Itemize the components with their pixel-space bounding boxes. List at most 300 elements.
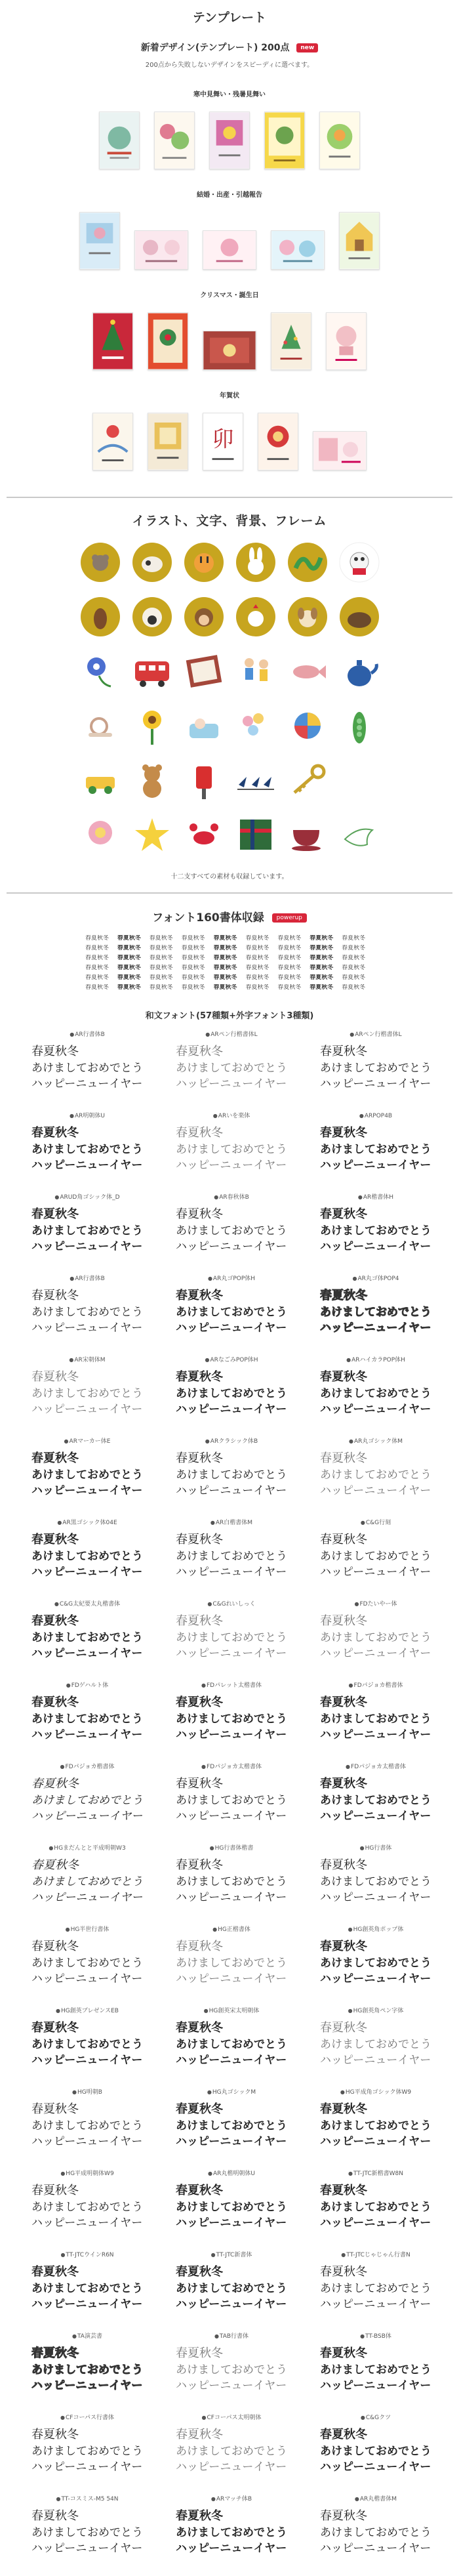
- section-divider: [7, 892, 452, 894]
- font-sample: 春夏秋冬: [277, 984, 302, 991]
- font-item: [20, 2006, 155, 2088]
- font-name: ● ARPOP4B: [320, 1111, 431, 1121]
- font-sample: 春夏秋冬: [245, 965, 269, 971]
- font-name: ● HG明朝B: [31, 2088, 143, 2097]
- font-name: ● HG行書体楷書: [176, 1844, 287, 1853]
- category-label-summer: 寒中見舞い・残暑見舞い: [193, 91, 266, 98]
- font-sample-line: あけましておめでとう: [320, 2201, 431, 2214]
- font-sample-line: あけましておめでとう: [176, 1631, 287, 1644]
- font-name: ● HG正楷書体: [176, 1925, 287, 1934]
- font-name: ● ARマーカー体E: [31, 1437, 143, 1446]
- font-sample-line: ハッピーニューイヤー: [320, 2461, 431, 2474]
- snail-icon: [79, 704, 121, 747]
- font-sample: 春夏秋冬: [85, 984, 110, 991]
- font-sample-line: あけましておめでとう: [31, 2038, 143, 2051]
- font-name: ● AR丸ゴ体POP4: [320, 1274, 431, 1283]
- font-sample-line: 春夏秋冬: [176, 2428, 223, 2441]
- template-card[interactable]: [148, 413, 188, 470]
- font-sample-line: 春夏秋冬: [31, 2184, 79, 2197]
- template-card[interactable]: [264, 112, 305, 169]
- font-sample-line: ハッピーニューイヤー: [31, 2135, 143, 2148]
- font-sample-line: 春夏秋冬: [31, 1045, 79, 1058]
- zodiac-rat-icon: [79, 541, 121, 584]
- font-sample-line: 春夏秋冬: [320, 1614, 367, 1628]
- font-name: ● ARクラシック体B: [176, 1437, 287, 1446]
- font-sample-line: ハッピーニューイヤー: [320, 2379, 431, 2392]
- font-item: [20, 1274, 155, 1356]
- font-sample: 春夏秋冬: [277, 955, 302, 961]
- mailbox-icon: [183, 758, 225, 802]
- font-sample-line: あけましておめでとう: [176, 2201, 287, 2214]
- font-sample: 春夏秋冬: [309, 965, 334, 971]
- zodiac-sheep-icon: [131, 595, 173, 638]
- font-sample-line: ハッピーニューイヤー: [176, 2298, 287, 2311]
- font-name: ● FDゲハルト体: [31, 1681, 143, 1690]
- font-item: [20, 2413, 155, 2495]
- font-sample-line: あけましておめでとう: [31, 1306, 143, 1319]
- font-sample: 春夏秋冬: [117, 935, 141, 942]
- font-sample-line: ハッピーニューイヤー: [320, 1484, 431, 1497]
- font-name: ● TT-コスミス-M5 54N: [31, 2495, 143, 2504]
- font-sample-line: ハッピーニューイヤー: [176, 1566, 287, 1579]
- font-sample-line: ハッピーニューイヤー: [31, 1484, 143, 1497]
- font-item: [308, 2413, 443, 2495]
- font-item: [308, 1193, 443, 1274]
- flower-bouquet-icon: [79, 813, 121, 856]
- font-item: [164, 2169, 299, 2251]
- font-item: [164, 1518, 299, 1600]
- font-list-title: 和文フォント(57種類+外字フォント3種類): [145, 1011, 314, 1021]
- font-name: ● HG丸ゴシックM: [176, 2088, 287, 2097]
- font-sample-line: あけましておめでとう: [176, 1875, 287, 1888]
- font-name: ● C&G太紀要太丸楷書体: [31, 1600, 143, 1609]
- font-sample: 春夏秋冬: [85, 974, 110, 981]
- font-sample: 春夏秋冬: [149, 945, 173, 951]
- font-sample: 春夏秋冬: [277, 965, 302, 971]
- font-name: ● TAB行書体: [176, 2332, 287, 2341]
- category-label-christmas: クリスマス・誕生日: [200, 292, 259, 299]
- font-sample-line: あけましておめでとう: [31, 1550, 143, 1563]
- zodiac-dragon-icon: [287, 541, 329, 584]
- font-sample-line: 春夏秋冬: [31, 1858, 79, 1872]
- font-sample-line: あけましておめでとう: [31, 1794, 143, 1807]
- font-item: [20, 1762, 155, 1844]
- font-sample-line: あけましておめでとう: [320, 2119, 431, 2132]
- font-sample: 春夏秋冬: [181, 935, 205, 942]
- font-sample-line: あけましておめでとう: [31, 2445, 143, 2458]
- font-item: [20, 2088, 155, 2169]
- font-sample-line: あけましておめでとう: [31, 2282, 143, 2295]
- font-item: [308, 2006, 443, 2088]
- templates-subtitle: 200点から失敗しないデザインをスピーディに選べます。: [145, 62, 314, 69]
- illustrations-section: [0, 511, 459, 881]
- font-sample: 春夏秋冬: [342, 935, 366, 942]
- font-item: [308, 1518, 443, 1600]
- font-name: ● HG創英角ポップ体: [320, 1925, 431, 1934]
- font-name: ● FDパジョカ太楷書体: [176, 1762, 287, 1772]
- font-sample-line: 春夏秋冬: [320, 2102, 367, 2116]
- font-item: [308, 1030, 443, 1111]
- font-name: ● FDパジョカ楷書体: [31, 1762, 143, 1772]
- font-item: [164, 2413, 299, 2495]
- font-sample-line: ハッピーニューイヤー: [31, 2054, 143, 2067]
- font-sample-line: ハッピーニューイヤー: [320, 1159, 431, 1172]
- font-sample-line: あけましておめでとう: [320, 2445, 431, 2458]
- fish-icon: [287, 650, 329, 693]
- font-name: ● TA演芸書: [31, 2332, 143, 2341]
- swallows-icon: [235, 758, 277, 802]
- font-name: ● TT-JTCウインR6N: [31, 2251, 143, 2260]
- font-sample-line: ハッピーニューイヤー: [320, 2216, 431, 2230]
- font-sample-line: あけましておめでとう: [176, 2445, 287, 2458]
- zodiac-horse-icon: [79, 595, 121, 638]
- font-sample: 春夏秋冬: [213, 935, 237, 942]
- font-sample: 春夏秋冬: [309, 945, 334, 951]
- font-sample: 春夏秋冬: [213, 974, 237, 981]
- font-sample-line: 春夏秋冬: [31, 2509, 79, 2523]
- font-sample-line: 春夏秋冬: [320, 2346, 367, 2360]
- font-sample-line: あけましておめでとう: [31, 1143, 143, 1156]
- powerup-badge: powerup: [272, 913, 307, 923]
- font-item: [20, 2251, 155, 2332]
- font-sample-line: ハッピーニューイヤー: [176, 1077, 287, 1091]
- font-name: ● TT-JTC新楷書W8N: [320, 2169, 431, 2178]
- font-sample-line: あけましておめでとう: [320, 1468, 431, 1482]
- template-card[interactable]: [319, 112, 360, 169]
- font-item: [164, 2251, 299, 2332]
- font-sample: 春夏秋冬: [149, 965, 173, 971]
- font-sample-line: 春夏秋冬: [320, 2509, 367, 2523]
- font-sample-line: 春夏秋冬: [176, 1370, 223, 1384]
- template-card[interactable]: [209, 112, 250, 169]
- font-sample: 春夏秋冬: [342, 945, 366, 951]
- font-sample-line: 春夏秋冬: [31, 1695, 79, 1709]
- font-sample-line: ハッピーニューイヤー: [176, 2216, 287, 2230]
- font-item: [164, 1356, 299, 1437]
- font-sample-line: ハッピーニューイヤー: [176, 1159, 287, 1172]
- font-name: ● AR白楷書体M: [176, 1518, 287, 1527]
- teapot-icon: [338, 650, 380, 693]
- font-sample-line: あけましておめでとう: [31, 1224, 143, 1237]
- font-sample: 春夏秋冬: [213, 965, 237, 971]
- font-sample-line: ハッピーニューイヤー: [31, 1810, 143, 1823]
- font-sample: 春夏秋冬: [85, 935, 110, 942]
- template-card[interactable]: [326, 312, 367, 370]
- font-item: [308, 1844, 443, 1925]
- font-sample-line: ハッピーニューイヤー: [176, 1484, 287, 1497]
- font-sample-line: あけましておめでとう: [176, 1957, 287, 1970]
- font-item: [164, 2332, 299, 2413]
- font-sample: 春夏秋冬: [245, 935, 269, 942]
- font-sample-line: ハッピーニューイヤー: [320, 1728, 431, 1741]
- font-sample: 春夏秋冬: [181, 945, 205, 951]
- font-item: [164, 1762, 299, 1844]
- font-sample-line: あけましておめでとう: [31, 1631, 143, 1644]
- font-sample-line: 春夏秋冬: [176, 1614, 223, 1628]
- font-name: ● AR明朝体U: [31, 1111, 143, 1121]
- font-name: ● C&G行刻: [320, 1518, 431, 1527]
- template-card[interactable]: [99, 112, 140, 169]
- font-sample-line: あけましておめでとう: [31, 1387, 143, 1400]
- font-sample-line: ハッピーニューイヤー: [31, 2461, 143, 2474]
- font-sample-line: あけましておめでとう: [31, 2201, 143, 2214]
- font-sample-line: ハッピーニューイヤー: [176, 2461, 287, 2474]
- font-item: [164, 2006, 299, 2088]
- font-sample-line: ハッピーニューイヤー: [31, 2298, 143, 2311]
- font-sample-line: ハッピーニューイヤー: [176, 2135, 287, 2148]
- font-sample-line: ハッピーニューイヤー: [176, 1728, 287, 1741]
- font-sample-line: あけましておめでとう: [176, 1062, 287, 1075]
- font-sample-line: ハッピーニューイヤー: [31, 2542, 143, 2555]
- font-name: ● AR丸ゴPOP体H: [176, 1274, 287, 1283]
- font-sample-line: ハッピーニューイヤー: [31, 2379, 143, 2392]
- font-sample-line: 春夏秋冬: [31, 2102, 79, 2116]
- font-sample: 春夏秋冬: [213, 984, 237, 991]
- font-sample-line: 春夏秋冬: [176, 1451, 223, 1465]
- template-card[interactable]: [134, 230, 188, 270]
- template-card[interactable]: [313, 431, 367, 470]
- font-sample-line: 春夏秋冬: [31, 1533, 79, 1547]
- font-name: ● ARペン行楷書体L: [320, 1030, 431, 1039]
- font-sample: 春夏秋冬: [309, 974, 334, 981]
- font-item: [164, 1844, 299, 1925]
- font-sample-line: ハッピーニューイヤー: [176, 1891, 287, 1904]
- font-sample: 春夏秋冬: [181, 984, 205, 991]
- font-sample-line: 春夏秋冬: [176, 2184, 223, 2197]
- font-sample-line: 春夏秋冬: [320, 1207, 367, 1221]
- font-item: [20, 2169, 155, 2251]
- font-sample-line: あけましておめでとう: [176, 2038, 287, 2051]
- zodiac-rooster-icon: [235, 595, 277, 638]
- font-sample: 春夏秋冬: [309, 984, 334, 991]
- font-sample: 春夏秋冬: [309, 935, 334, 942]
- font-item: [164, 1111, 299, 1193]
- font-name: ● TT-BSB体: [320, 2332, 431, 2341]
- font-sample-line: 春夏秋冬: [176, 1289, 223, 1302]
- font-sample-line: ハッピーニューイヤー: [320, 1972, 431, 1985]
- font-sample-line: 春夏秋冬: [320, 1858, 367, 1872]
- illustrations-title: イラスト、文字、背景、フレーム: [132, 514, 327, 528]
- font-sample: 春夏秋冬: [149, 974, 173, 981]
- font-name: ● FDパレット太楷書体: [176, 1681, 287, 1690]
- font-sample: 春夏秋冬: [342, 984, 366, 991]
- font-sample-line: ハッピーニューイヤー: [31, 1240, 143, 1253]
- font-sample-line: 春夏秋冬: [320, 1940, 367, 1953]
- font-sample-line: ハッピーニューイヤー: [176, 1810, 287, 1823]
- font-sample-line: 春夏秋冬: [320, 1045, 367, 1058]
- font-name: ● HG平成角ゴシック体W9: [320, 2088, 431, 2097]
- font-sample-line: あけましておめでとう: [320, 1957, 431, 1970]
- template-card[interactable]: [339, 212, 380, 270]
- font-sample: 春夏秋冬: [117, 955, 141, 961]
- category-label-newyear: 年賀状: [220, 392, 239, 400]
- font-sample: 春夏秋冬: [213, 955, 237, 961]
- template-card[interactable]: [203, 331, 256, 370]
- template-card[interactable]: [92, 312, 133, 370]
- font-sample-line: 春夏秋冬: [176, 1858, 223, 1872]
- font-sample-line: ハッピーニューイヤー: [31, 1891, 143, 1904]
- zodiac-monkey-icon: [183, 595, 225, 638]
- font-sample-line: ハッピーニューイヤー: [176, 1240, 287, 1253]
- svg-text:卯: 卯: [212, 426, 234, 452]
- font-sample-line: あけましておめでとう: [320, 1224, 431, 1237]
- font-sample: 春夏秋冬: [181, 955, 205, 961]
- font-sample: 春夏秋冬: [245, 984, 269, 991]
- font-sample-line: あけましておめでとう: [176, 1387, 287, 1400]
- template-card[interactable]: [271, 230, 325, 270]
- font-item: [164, 2088, 299, 2169]
- font-item: [20, 1844, 155, 1925]
- font-sample-line: 春夏秋冬: [320, 2265, 367, 2279]
- font-name: ● HG創英角ペン字体: [320, 2006, 431, 2016]
- font-sample-line: ハッピーニューイヤー: [176, 1403, 287, 1416]
- font-item: [164, 1925, 299, 2006]
- font-sample-line: ハッピーニューイヤー: [320, 2135, 431, 2148]
- font-name: ● C&Gれいしっく: [176, 1600, 287, 1609]
- font-sample-line: あけましておめでとう: [320, 1306, 431, 1319]
- zodiac-dog-icon: [287, 595, 329, 638]
- font-sample-line: 春夏秋冬: [176, 2509, 223, 2523]
- font-sample-line: 春夏秋冬: [31, 1289, 79, 1302]
- font-sample-line: 春夏秋冬: [320, 2184, 367, 2197]
- font-item: [308, 2495, 443, 2576]
- font-name: ● AR春秋体B: [176, 1193, 287, 1202]
- font-sample-line: ハッピーニューイヤー: [320, 2298, 431, 2311]
- category-label-wedding: 結婚・出産・引越報告: [197, 192, 262, 199]
- star-icon: [131, 813, 173, 856]
- font-sample: 春夏秋冬: [245, 974, 269, 981]
- font-sample-line: 春夏秋冬: [320, 1695, 367, 1709]
- font-sample: 春夏秋冬: [245, 955, 269, 961]
- font-item: [308, 1762, 443, 1844]
- font-sample: 春夏秋冬: [149, 955, 173, 961]
- font-sample-line: 春夏秋冬: [176, 1940, 223, 1953]
- zodiac-boar-icon: [338, 595, 380, 638]
- font-sample-line: 春夏秋冬: [176, 2102, 223, 2116]
- font-sample-line: あけましておめでとう: [320, 1387, 431, 1400]
- font-sample-line: 春夏秋冬: [31, 1451, 79, 1465]
- font-sample-line: 春夏秋冬: [31, 2021, 79, 2035]
- font-sample-line: ハッピーニューイヤー: [31, 1321, 143, 1335]
- zodiac-snake-icon: [338, 541, 380, 584]
- font-sample-line: あけましておめでとう: [31, 1713, 143, 1726]
- font-item: [308, 2169, 443, 2251]
- font-name: ● TT-JTC新書体: [176, 2251, 287, 2260]
- font-sample: 春夏秋冬: [342, 955, 366, 961]
- blank-icon: [338, 758, 380, 802]
- template-card[interactable]: [154, 112, 195, 169]
- font-sample: 春夏秋冬: [85, 945, 110, 951]
- page-title: テンプレート: [192, 10, 267, 25]
- font-sample-line: 春夏秋冬: [320, 2021, 367, 2035]
- font-sample-line: ハッピーニューイヤー: [176, 1647, 287, 1660]
- teacup-icon: [287, 813, 329, 856]
- font-sample-line: 春夏秋冬: [320, 1370, 367, 1384]
- font-item: [20, 1518, 155, 1600]
- font-sample: 春夏秋冬: [277, 945, 302, 951]
- font-sample-line: 春夏秋冬: [31, 1940, 79, 1953]
- font-sample-line: ハッピーニューイヤー: [176, 1972, 287, 1985]
- pea-pod-icon: [338, 704, 380, 747]
- font-item: [164, 2495, 299, 2576]
- font-name: ● CFコーパス太明朝体: [176, 2413, 287, 2422]
- template-card[interactable]: [79, 212, 120, 270]
- fonts-title: [0, 908, 459, 924]
- font-item: [20, 1600, 155, 1681]
- font-sample-line: あけましておめでとう: [176, 1550, 287, 1563]
- font-name: ● HG半世行書体: [31, 1925, 143, 1934]
- font-name: ● FDたいやー体: [320, 1600, 431, 1609]
- font-sample-line: あけましておめでとう: [320, 1550, 431, 1563]
- font-item: [164, 1274, 299, 1356]
- font-item: [308, 1600, 443, 1681]
- font-item: [20, 1030, 155, 1111]
- font-name: ● AR宋朝体M: [31, 1356, 143, 1365]
- font-sample-line: ハッピーニューイヤー: [31, 1647, 143, 1660]
- train-icon: [131, 650, 173, 693]
- template-card[interactable]: [258, 413, 298, 470]
- template-card[interactable]: [92, 413, 133, 470]
- font-sample-line: あけましておめでとう: [31, 1875, 143, 1888]
- font-name: ● ARUD角ゴシック体_D: [31, 1193, 143, 1202]
- font-sample-line: ハッピーニューイヤー: [320, 1647, 431, 1660]
- font-sample-line: あけましておめでとう: [320, 1713, 431, 1726]
- dove-icon: [338, 813, 380, 856]
- font-sample: 春夏秋冬: [117, 974, 141, 981]
- illustrations-caption: 十二支すべての素材も収録しています。: [170, 873, 289, 881]
- template-card[interactable]: [271, 312, 311, 370]
- font-sample-line: ハッピーニューイヤー: [320, 2542, 431, 2555]
- font-sample: 春夏秋冬: [213, 945, 237, 951]
- font-sample-line: あけましておめでとう: [320, 1062, 431, 1075]
- template-card[interactable]: [203, 230, 256, 270]
- font-sample: 春夏秋冬: [181, 965, 205, 971]
- font-sample-line: 春夏秋冬: [31, 2265, 79, 2279]
- font-sample-line: あけましておめでとう: [320, 2363, 431, 2377]
- font-sample-line: あけましておめでとう: [176, 1794, 287, 1807]
- font-item: [20, 1111, 155, 1193]
- children-icon: [235, 650, 277, 693]
- font-name: ● HGまだんとと平成明朝W3: [31, 1844, 143, 1853]
- ball-icon: [287, 704, 329, 747]
- font-sample-line: あけましておめでとう: [176, 2119, 287, 2132]
- font-name: ● HG行書体: [320, 1844, 431, 1853]
- template-row-christmas: [0, 310, 459, 370]
- flower-crown-icon: [235, 704, 277, 747]
- font-sample-line: 春夏秋冬: [31, 1207, 79, 1221]
- toy-car-icon: [79, 758, 121, 802]
- font-sample-line: あけましておめでとう: [320, 2282, 431, 2295]
- sunflower-icon: [131, 704, 173, 747]
- font-sample-line: あけましておめでとう: [320, 1794, 431, 1807]
- font-item: [164, 1437, 299, 1518]
- zodiac-tiger-icon: [183, 541, 225, 584]
- font-sample-line: ハッピーニューイヤー: [320, 1077, 431, 1091]
- font-sample: 春夏秋冬: [277, 935, 302, 942]
- font-name: ● C&Gクツ: [320, 2413, 431, 2422]
- template-card[interactable]: [148, 312, 188, 370]
- font-sample-line: あけましておめでとう: [176, 2282, 287, 2295]
- font-sample-line: あけましておめでとう: [320, 2038, 431, 2051]
- font-sample: 春夏秋冬: [149, 935, 173, 942]
- template-card[interactable]: [203, 413, 243, 470]
- font-sample-line: あけましておめでとう: [176, 1224, 287, 1237]
- font-name: ● HG創英プレゼンスEB: [31, 2006, 143, 2016]
- font-item: [20, 1193, 155, 1274]
- font-item: [164, 1681, 299, 1762]
- font-name: ● HG平成明朝体W9: [31, 2169, 143, 2178]
- font-item: [308, 1681, 443, 1762]
